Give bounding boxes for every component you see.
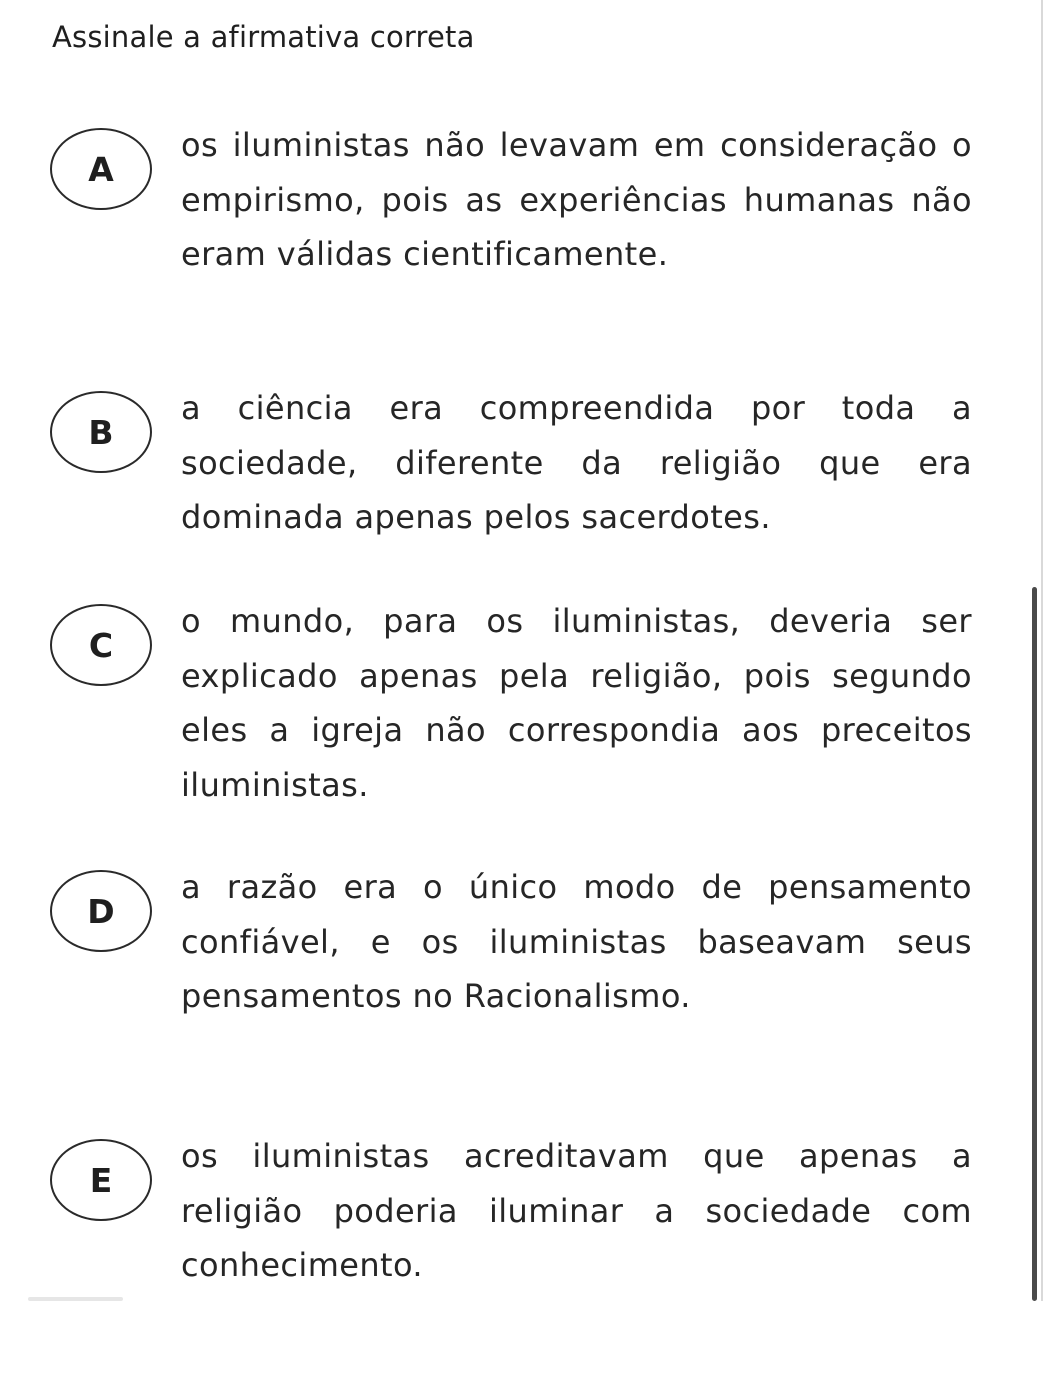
option-c-text: o mundo, para os iluministas, deveria ser explicado apenas pela religião, pois segundo eles a igreja não correspondia aos preceitos iluministas. [181, 602, 972, 804]
option-b-letter: B [88, 412, 114, 452]
option-d-text: a razão era o único modo de pensamento confiável, e os iluministas baseavam seus pensamentos no Racionalismo. [181, 868, 972, 1015]
option-d[interactable] [50, 870, 975, 1110]
bottom-shadow [28, 1297, 123, 1301]
option-c-letter: C [88, 625, 114, 665]
option-a-text: os iluministas não levavam em consideração o empirismo, pois as experiências humanas não eram válidas cientificamente. [181, 126, 972, 273]
option-e[interactable] [50, 1139, 975, 1379]
question-title: Assinale a afirmativa correta [52, 20, 475, 54]
scrollbar-thumb[interactable] [1032, 587, 1037, 1301]
option-e-radio[interactable] [50, 1139, 152, 1221]
option-e-text: os iluministas acreditavam que apenas a religião poderia iluminar a sociedade com conhecimento. [181, 1137, 972, 1284]
option-a[interactable] [50, 128, 975, 368]
right-edge-divider [1041, 0, 1043, 1301]
option-b-radio[interactable] [50, 391, 152, 473]
option-a-radio[interactable] [50, 128, 152, 210]
option-c-radio[interactable] [50, 604, 152, 686]
option-c[interactable] [50, 604, 975, 844]
option-d-radio[interactable] [50, 870, 152, 952]
option-e-letter: E [89, 1160, 113, 1200]
option-d-letter: D [87, 891, 115, 931]
option-a-letter: A [88, 149, 114, 189]
option-b-text: a ciência era compreendida por toda a sociedade, diferente da religião que era dominada apenas pelos sacerdotes. [181, 389, 972, 536]
